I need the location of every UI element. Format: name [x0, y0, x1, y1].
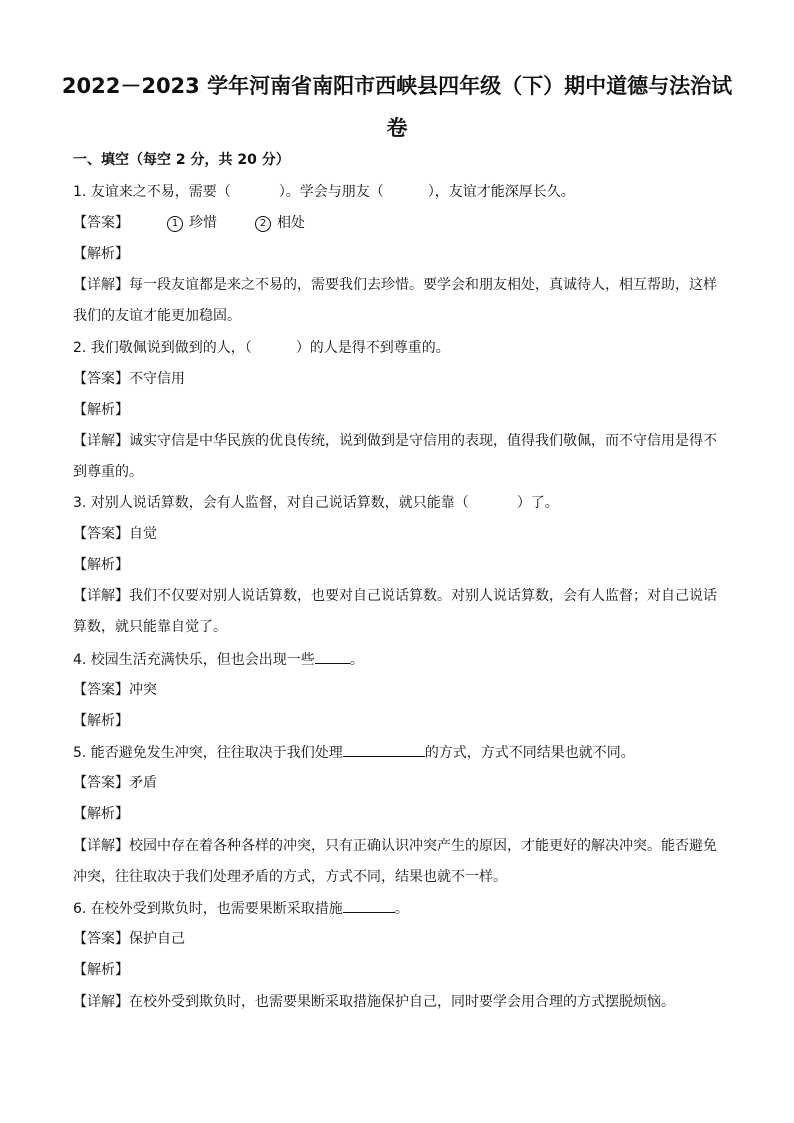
detail-3: [73, 586, 723, 606]
answer-2: [73, 369, 723, 389]
answer-3: [73, 524, 723, 544]
analysis-label-2: 【解析】: [73, 402, 129, 418]
detail-label: 【详解】: [73, 433, 129, 449]
fill-blank-line: [343, 898, 395, 913]
detail-5: [73, 836, 723, 856]
page-title: 2022－2023 学年河南省南阳市西峡县四年级（下）期中道德与法治试: [61, 74, 733, 98]
answer-1-item-2: 相处: [277, 215, 305, 231]
question-1-text-a: 1. 友谊来之不易，需要（: [73, 184, 231, 200]
question-2-text-a: 2. 我们敬佩说到做到的人，（: [73, 340, 252, 356]
answer-5-text: 矛盾: [129, 775, 157, 791]
question-6-text-b: 。: [394, 901, 409, 917]
question-4-text-b: 。: [349, 652, 364, 668]
question-3: [73, 493, 723, 513]
answer-label: 【答案】: [73, 931, 129, 947]
question-1-text-c: ），友谊才能深厚长久。: [427, 184, 575, 200]
answer-2-text: 不守信用: [129, 371, 185, 387]
answer-6: [73, 929, 723, 949]
question-2: [73, 338, 723, 358]
answer-3-text: 自觉: [129, 526, 157, 542]
question-1: [73, 182, 723, 202]
analysis-label-3: 【解析】: [73, 557, 129, 573]
detail-3-line-1: 我们不仅要对别人说话算数，也要对自己说话算数。对别人说话算数，会有人监督；对自己说话: [129, 588, 717, 604]
question-4-text-a: 4. 校园生活充满快乐，但也会出现一些: [73, 652, 315, 668]
question-6: [73, 898, 723, 919]
answer-4-text: 冲突: [129, 682, 157, 698]
section-heading: 一、填空（每空 2 分，共 20 分）: [73, 152, 290, 168]
answer-label: 【答案】: [73, 215, 129, 231]
answer-label: 【答案】: [73, 775, 129, 791]
question-5-text-b: 的方式，方式不同结果也就不同。: [424, 745, 635, 761]
answer-1-item-1: 珍惜: [189, 215, 217, 231]
detail-2-continued: 到尊重的。: [73, 464, 143, 480]
question-1-text-b: ）。学会与朋友（: [278, 184, 384, 200]
answer-6-text: 保护自己: [129, 931, 185, 947]
question-4: [73, 649, 723, 670]
detail-6-line-1: 在校外受到欺负时，也需要果断采取措施保护自己，同时要学会用合理的方式摆脱烦恼。: [129, 994, 675, 1010]
answer-label: 【答案】: [73, 682, 129, 698]
analysis-label-5: 【解析】: [73, 806, 129, 822]
detail-1-continued: 我们的友谊才能更加稳固。: [73, 308, 241, 324]
question-5: [73, 742, 723, 763]
detail-5-continued: 冲突，往往取决于我们处理矛盾的方式，方式不同，结果也就不一样。: [73, 869, 507, 885]
fill-blank-line: [343, 742, 425, 757]
analysis-label-4: 【解析】: [73, 713, 129, 729]
detail-label: 【详解】: [73, 277, 129, 293]
analysis-label-6: 【解析】: [73, 962, 129, 978]
answer-5: [73, 773, 723, 793]
detail-3-continued: 算数，就只能靠自觉了。: [73, 619, 227, 635]
detail-2-line-1: 诚实守信是中华民族的优良传统，说到做到是守信用的表现，值得我们敬佩，而不守信用是得不: [129, 433, 717, 449]
analysis-label-1: 【解析】: [73, 246, 129, 262]
detail-label: 【详解】: [73, 588, 129, 604]
detail-1-line-1: 每一段友谊都是来之不易的，需要我们去珍惜。要学会和朋友相处，真诚待人，相互帮助，这样: [129, 277, 717, 293]
circled-number: 1: [167, 216, 183, 232]
answer-label: 【答案】: [73, 526, 129, 542]
page-title-continued: 卷: [386, 116, 408, 140]
fill-blank-line: [315, 649, 350, 664]
question-3-text-a: 3. 对别人说话算数，会有人监督，对自己说话算数，就只能靠（: [73, 495, 469, 511]
question-6-text-a: 6. 在校外受到欺负时，也需要果断采取措施: [73, 901, 343, 917]
detail-5-line-1: 校园中存在着各种各样的冲突，只有正确认识冲突产生的原因，才能更好的解决冲突。能否避免: [129, 838, 717, 854]
detail-label: 【详解】: [73, 994, 129, 1010]
detail-6: [73, 992, 723, 1012]
detail-1: [73, 275, 723, 295]
question-5-text-a: 5. 能否避免发生冲突，往往取决于我们处理: [73, 745, 343, 761]
question-3-text-b: ）了。: [516, 495, 559, 511]
detail-2: [73, 431, 723, 451]
answer-4: [73, 680, 723, 700]
question-2-text-b: ）的人是得不到尊重的。: [295, 340, 450, 356]
detail-label: 【详解】: [73, 838, 129, 854]
answer-1: [73, 213, 723, 233]
circled-number: 2: [255, 216, 271, 232]
answer-label: 【答案】: [73, 371, 129, 387]
